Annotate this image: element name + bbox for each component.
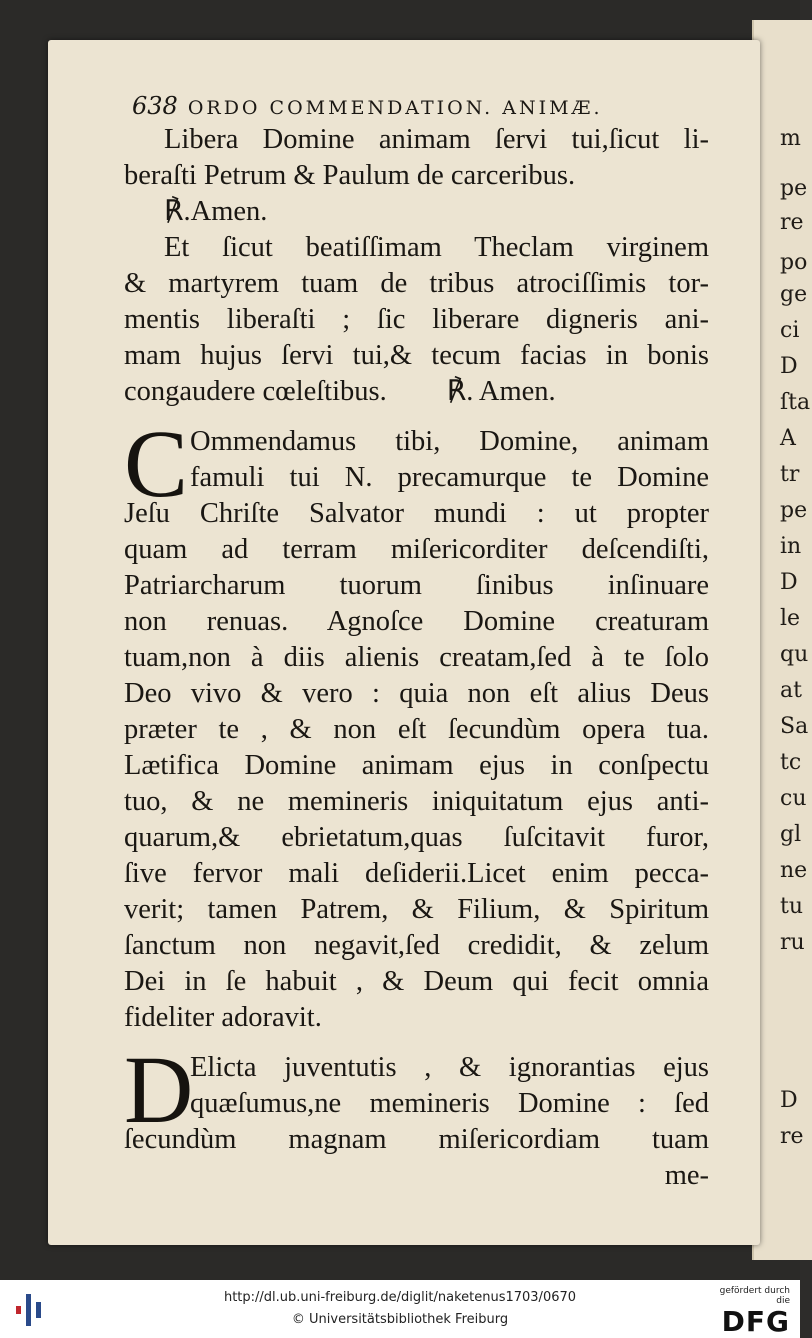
- permalink-url[interactable]: http://dl.ub.uni-freiburg.de/diglit/naketenus1703/0670: [223, 1290, 577, 1305]
- facing-fragment: tr: [780, 462, 800, 487]
- facing-fragment: at: [780, 678, 802, 703]
- text-fragment: congaudere cœleſtibus.: [124, 376, 387, 407]
- facing-fragment: D: [780, 570, 798, 595]
- text-line: quam ad terram miſericorditer deſcendiſti,: [124, 534, 709, 565]
- facing-fragment: tc: [780, 750, 802, 775]
- text-line: tuo, & ne memineris iniquitatum ejus anti-: [124, 786, 709, 817]
- response-fragment: ℟. Amen.: [446, 376, 556, 407]
- text-line: Elicta juventutis , & ignorantias ejus: [190, 1052, 709, 1083]
- text-line: Jeſu Chriſte Salvator mundi : ut propter: [124, 498, 709, 529]
- facing-fragment: ne: [780, 858, 808, 883]
- page-number: 638: [132, 92, 178, 120]
- text-line: Libera Domine animam ſervi tui,ſicut li-: [164, 124, 709, 155]
- text-line: quæſumus,ne memineris Domine : ſed: [190, 1088, 709, 1119]
- facing-fragment: ru: [780, 930, 805, 955]
- facing-fragment: gl: [780, 822, 802, 847]
- drop-capital: D: [124, 1036, 194, 1143]
- paragraph-commendamus: [124, 410, 709, 1036]
- facing-fragment: re: [780, 1124, 804, 1149]
- facing-fragment: pe: [780, 498, 808, 523]
- text-line: Ommendamus tibi, Domine, animam: [190, 426, 709, 457]
- text-line: quarum,& ebrietatum,quas ſuſcitavit furor,: [124, 822, 709, 853]
- copyright-notice: © Universitätsbibliothek Freiburg: [291, 1312, 509, 1327]
- text-line: mam hujus ſervi tui,& tecum facias in bonis: [124, 340, 709, 371]
- text-line: Patriarcharum tuorum ſinibus inſinuare: [124, 570, 709, 601]
- text-line: & martyrem tuam de tribus atrociſſimis tor-: [124, 268, 709, 299]
- text-line: ſecundùm magnam miſericordiam tuam: [124, 1124, 709, 1155]
- text-line: fideliter adoravit.: [124, 1002, 322, 1033]
- facing-fragment: tu: [780, 894, 804, 919]
- facing-fragment: qu: [780, 642, 809, 667]
- text-line: ſanctum non negavit,ſed credidit, & zelum: [124, 930, 709, 961]
- paragraph-delicta: [124, 1036, 709, 1194]
- text-line: Deo vivo & vero : quia non eſt alius Deus: [124, 678, 709, 709]
- facing-fragment: A: [780, 426, 796, 451]
- catchword: me-: [664, 1160, 709, 1191]
- running-title: ORDO COMMENDATION. ANIMÆ.: [187, 97, 603, 119]
- running-head: [132, 92, 712, 120]
- facing-fragment: ge: [780, 282, 808, 307]
- text-line: famuli tui N. precamurque te Domine: [190, 462, 709, 493]
- response-line: ℟.Amen.: [164, 196, 268, 227]
- text-line: tuam,non à diis alienis creatam,ſed à te ſolo: [124, 642, 709, 673]
- text-line: Et ſicut beatiſſimam Theclam virginem: [164, 232, 709, 263]
- facing-fragment: D: [780, 354, 798, 379]
- text-line: Lætifica Domine animam ejus in conſpectu: [124, 750, 709, 781]
- text-line: beraſti Petrum & Paulum de carceribus.: [124, 160, 576, 191]
- viewer-footer: [0, 1280, 800, 1338]
- dfg-logo: [704, 1286, 790, 1338]
- facing-fragment: po: [780, 250, 808, 275]
- text-line: mentis liberaſti ; ſic liberare digneris ani-: [124, 304, 709, 335]
- drop-capital: C: [124, 410, 189, 517]
- text-line: non renuas. Agnoſce Domine creaturam: [124, 606, 709, 637]
- facing-fragment: pe: [780, 176, 808, 201]
- facing-fragment: D: [780, 1088, 798, 1113]
- text-line: præter te , & non eſt ſecundùm opera tua.: [124, 714, 709, 745]
- facing-fragment: ci: [780, 318, 800, 343]
- text-line: [124, 374, 709, 410]
- facing-fragment: in: [780, 534, 802, 559]
- facing-fragment: cu: [780, 786, 807, 811]
- facing-fragment: m: [780, 126, 801, 151]
- facing-fragment: Sa: [780, 714, 809, 739]
- facing-fragment: le: [780, 606, 801, 631]
- page-text: [124, 122, 709, 1194]
- facing-fragment: re: [780, 210, 804, 235]
- funder-logo-text: DFG: [721, 1305, 790, 1338]
- facing-page: [752, 20, 812, 1260]
- text-line: verit; tamen Patrem, & Filium, & Spiritum: [124, 894, 709, 925]
- facing-fragment: ſta: [780, 390, 811, 415]
- text-line: Dei in ſe habuit , & Deum qui fecit omnia: [124, 966, 709, 997]
- text-line: ſive fervor mali deſiderii.Licet enim pecca-: [124, 858, 709, 889]
- funder-caption: gefördert durch die: [719, 1286, 790, 1306]
